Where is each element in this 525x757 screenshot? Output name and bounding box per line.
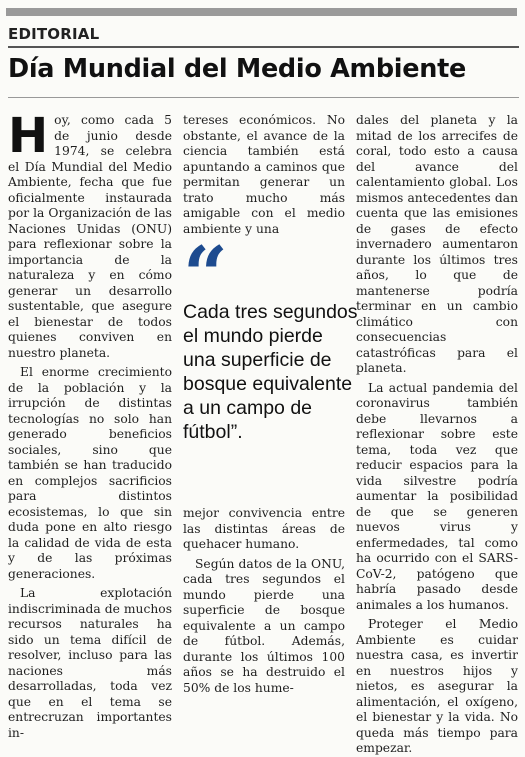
paragraph: tereses económicos. No obstante, el avance de la ciencia también está apuntando a caminos que permitan generar un trato mucho más amigable con el medio ambiente y una [183, 113, 345, 236]
quote-mark-icon: “ [183, 230, 228, 321]
paragraph: Proteger el Medio Ambiente es cuidar nuestra casa, es invertir en nuestros hijos y nietos, es asegurar la alimentación, el oxígeno, el bienestar y la vida. No queda más tiempo para empezar. [356, 617, 518, 755]
paragraph: Hoy, como cada 5 de junio desde 1974, se celebra el Día Mundial del Medio Ambiente, fecha que fue oficialmente instaurada por la Organización de las Naciones Unidas (ONU) para reflexionar sobre la importancia de la naturaleza y en cómo generar un desarrollo sustentable, que asegure el bienestar de todos quienes conviven en nuestro planeta. [8, 108, 172, 360]
paragraph: La explotación indiscriminada de muchos recursos naturales ha sido un tema difícil de resolver, incluso para las naciones más desarrolladas, toda vez que en el tema se entrecruzan importantes in- [8, 586, 172, 740]
article-column-1 [8, 108, 172, 740]
paragraph: dales del planeta y la mitad de los arrecifes de coral, todo esto a causa del avance del calentamiento global. Los mismos antecedentes dan cuenta que las emisiones de gases de efecto invernadero aumentaron durante los últimos tres años, lo que de mantenerse podría terminar en un cambio climático con consecuencias catastróficas para el planeta. [356, 113, 518, 375]
pull-quote-text: Cada tres segundos el mundo pierde una superficie de bosque equivalente a un campo de fútbol”. [183, 301, 358, 443]
top-bar [6, 8, 517, 16]
article-column-2-bottom [183, 506, 345, 695]
headline-rule [8, 97, 519, 98]
paragraph: El enorme crecimiento de la población y la irrupción de distintas tecnologías no solo han generado beneficios sociales, sino que también se han traducido en complejos sacrificios para distintos ecosistemas, lo que sin duda pone en alto riesgo la calidad de vida de esta y de las próximas generaciones. [8, 365, 172, 581]
paragraph: La actual pandemia del coronavirus también debe llevarnos a reflexionar sobre este tema, toda vez que reducir espacios para la vida silvestre podría aumentar la posibilidad de que se generen nuevos virus y enfermedades, tal como ha ocurrido con el SARS-CoV-2, patógeno que habría pasado desde animales a los humanos. [356, 380, 518, 612]
article-column-3 [356, 113, 518, 755]
article-column-2-top [183, 113, 345, 236]
headline: Día Mundial del Medio Ambiente [8, 54, 466, 84]
section-label: EDITORIAL [8, 25, 100, 43]
paragraph: mejor convivencia entre las distintas áreas de quehacer humano. [183, 506, 345, 551]
paragraph: Según datos de la ONU, cada tres segundos el mundo pierde una superficie de bosque equivalente a un campo de fútbol. Además, durante los últimos 100 años se ha destruido el 50% de los hume- [183, 556, 345, 695]
pull-quote [183, 230, 358, 495]
section-rule [8, 46, 519, 48]
drop-cap: H [8, 108, 49, 164]
